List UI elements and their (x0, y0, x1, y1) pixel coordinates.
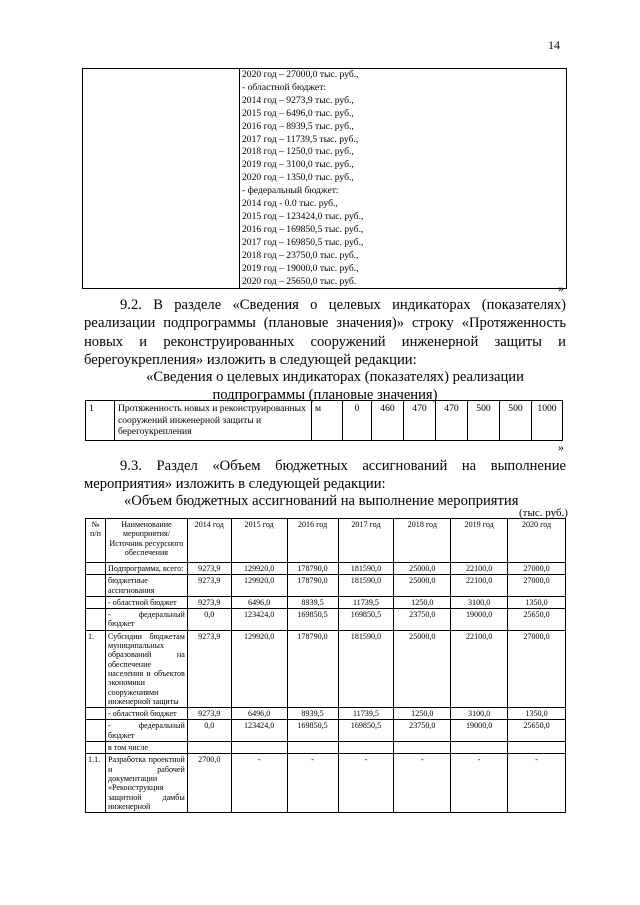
row-value: 1250,0 (394, 596, 451, 608)
table-row (86, 754, 566, 813)
funding-line: - областной бюджет: (242, 81, 327, 93)
table-row (86, 596, 566, 608)
row-value: 19000,0 (451, 720, 508, 742)
funding-line: 2019 год – 19000,0 тыс. руб., (242, 262, 359, 274)
funding-line: 2020 год – 1350,0 тыс. руб., (242, 172, 354, 184)
indicator-value: 470 (436, 401, 468, 441)
row-name: Подпрограмма, всего: (105, 563, 187, 575)
funding-lines (240, 69, 566, 288)
funding-line: 2020 год – 27000,0 тыс. руб., (242, 69, 359, 80)
row-value: - (508, 754, 566, 813)
row-value (451, 742, 508, 754)
funding-table-empty-cell (83, 69, 240, 289)
indicator-num: 1 (86, 401, 115, 441)
row-value: 6496,0 (231, 708, 287, 720)
indicator-name: Протяженность новых и реконструированных сооружений инженерной защиты и берегоукрепления (115, 401, 312, 441)
funding-line: 2017 год – 169850,5 тыс. руб., (242, 236, 364, 248)
row-value: - (338, 754, 394, 813)
row-value: 169850,5 (287, 609, 338, 631)
units-label: (тыс. руб.) (519, 507, 568, 519)
row-value: - (287, 754, 338, 813)
row-value: 9273,9 (187, 563, 231, 575)
row-value: 27000,0 (508, 630, 566, 707)
paragraph-line: 9.3. Раздел «Объем бюджетных ассигнований на выполнение (120, 458, 566, 474)
row-value: 1350,0 (508, 708, 566, 720)
row-value: 169850,5 (338, 720, 394, 742)
row-value: 123424,0 (231, 720, 287, 742)
budget-header-cell: 2020 год (508, 519, 566, 563)
row-number: 1. (86, 630, 106, 707)
row-name: - федеральный бюджет (105, 720, 187, 742)
row-value: 11739,5 (338, 708, 394, 720)
budget-header-cell: 2019 год (451, 519, 508, 563)
row-number (86, 609, 106, 631)
row-number (86, 596, 106, 608)
row-value (394, 742, 451, 754)
row-value: 22100,0 (451, 575, 508, 597)
row-value: 22100,0 (451, 630, 508, 707)
row-number (86, 742, 106, 754)
row-name: бюджетные ассигнования (105, 575, 187, 597)
closing-quote: » (558, 440, 564, 454)
funding-table (82, 68, 567, 289)
indicator-value: 470 (404, 401, 436, 441)
indicators-heading (84, 368, 566, 404)
row-value: 25650,0 (508, 609, 566, 631)
closing-quote: » (558, 281, 564, 295)
row-value: 25000,0 (394, 630, 451, 707)
row-value: 3100,0 (451, 596, 508, 608)
paragraph-9-3 (84, 457, 566, 494)
row-value (338, 742, 394, 754)
row-number (86, 720, 106, 742)
row-value (187, 742, 231, 754)
row-value: 178790,0 (287, 563, 338, 575)
row-value: 25000,0 (394, 563, 451, 575)
table-row (86, 575, 566, 597)
row-value (231, 742, 287, 754)
table-row (86, 563, 566, 575)
budget-header-cell: 2014 год (187, 519, 231, 563)
table-row (86, 708, 566, 720)
page-number: 14 (548, 38, 560, 52)
row-value: 181590,0 (338, 563, 394, 575)
row-value: 129920,0 (231, 575, 287, 597)
funding-line: 2016 год – 169850,5 тыс. руб., (242, 223, 364, 235)
budget-header-cell: Наименование мероприятия/Источник ресурсного обеспечения (105, 519, 187, 563)
indicators-heading-line1: «Сведения о целевых индикаторах (показателях) реализации (146, 369, 524, 385)
row-value: 27000,0 (508, 575, 566, 597)
paragraph-line: реализации подпрограммы (плановые значения)» строку «Протяженность (84, 315, 566, 332)
row-value: 9273,9 (187, 596, 231, 608)
paragraph-line: мероприятия» изложить в следующей редакции: (84, 476, 386, 493)
row-value: 3100,0 (451, 708, 508, 720)
row-value: 129920,0 (231, 630, 287, 707)
funding-line: 2017 год – 11739,5 тыс. руб., (242, 133, 359, 145)
row-number (86, 575, 106, 597)
row-value: 23750,0 (394, 609, 451, 631)
row-name: Субсидии бюджетам муниципальных образований на обеспечение населения и объектов экономики сооружениями инженерной защиты (105, 630, 187, 707)
row-value: - (231, 754, 287, 813)
budget-header-cell: № п/п (86, 519, 106, 563)
row-name: - областной бюджет (105, 708, 187, 720)
row-value (508, 742, 566, 754)
indicator-value: 500 (468, 401, 500, 441)
row-value: - (451, 754, 508, 813)
row-value: 181590,0 (338, 630, 394, 707)
budget-heading: «Объем бюджетных ассигнований на выполнение мероприятия (124, 493, 519, 509)
row-value (287, 742, 338, 754)
row-value: 178790,0 (287, 575, 338, 597)
row-value: 129920,0 (231, 563, 287, 575)
indicator-value: 0 (343, 401, 372, 441)
indicator-table (85, 400, 563, 441)
budget-table (85, 518, 566, 813)
row-name: в том числе (105, 742, 187, 754)
row-value: 169850,5 (338, 609, 394, 631)
budget-header-row (86, 519, 566, 563)
funding-line: 2014 год - 0.0 тыс. руб., (242, 198, 338, 210)
table-row (86, 720, 566, 742)
row-value: 22100,0 (451, 563, 508, 575)
row-number (86, 708, 106, 720)
funding-line: 2020 год – 25650,0 тыс. руб. (242, 275, 357, 287)
row-value: 11739,5 (338, 596, 394, 608)
budget-header-cell: 2017 год (338, 519, 394, 563)
row-value: 178790,0 (287, 630, 338, 707)
row-name: - федеральный бюджет (105, 609, 187, 631)
indicator-row (86, 401, 563, 441)
budget-header-cell: 2016 год (287, 519, 338, 563)
paragraph-9-2 (84, 296, 566, 370)
row-value: - (394, 754, 451, 813)
indicator-value: 500 (500, 401, 532, 441)
row-value: 25650,0 (508, 720, 566, 742)
row-name: - областной бюджет (105, 596, 187, 608)
row-value: 1350,0 (508, 596, 566, 608)
row-value: 123424,0 (231, 609, 287, 631)
funding-line: 2016 год – 8939,5 тыс. руб., (242, 120, 354, 132)
paragraph-line: берегоукрепления» изложить в следующей редакции: (84, 352, 417, 369)
budget-header-cell: 2018 год (394, 519, 451, 563)
funding-line: 2015 год – 123424,0 тыс. руб., (242, 210, 364, 222)
row-value: 19000,0 (451, 609, 508, 631)
row-value: 8939,5 (287, 596, 338, 608)
table-row (86, 630, 566, 707)
row-number (86, 563, 106, 575)
funding-line: 2018 год – 23750,0 тыс. руб., (242, 249, 359, 261)
row-value: 2700,0 (187, 754, 231, 813)
table-row (86, 609, 566, 631)
row-value: 0,0 (187, 609, 231, 631)
indicator-value: 460 (372, 401, 404, 441)
row-value: 9273,9 (187, 630, 231, 707)
funding-line: 2018 год – 1250,0 тыс. руб., (242, 146, 354, 158)
row-value: 181590,0 (338, 575, 394, 597)
indicator-value: 1000 (532, 401, 563, 441)
row-value: 1250,0 (394, 708, 451, 720)
row-value: 9273,9 (187, 708, 231, 720)
funding-line: 2015 год – 6496,0 тыс. руб., (242, 107, 354, 119)
row-name: Разработка проектной и рабочей документации «Реконструкция защитной дамбы инженерной (105, 754, 187, 813)
row-value: 8939,5 (287, 708, 338, 720)
funding-line: - федеральный бюджет: (242, 185, 339, 197)
row-value: 169850,5 (287, 720, 338, 742)
row-value: 23750,0 (394, 720, 451, 742)
row-value: 25000,0 (394, 575, 451, 597)
funding-line: 2014 год – 9273,9 тыс. руб., (242, 94, 354, 106)
budget-header-cell: 2015 год (231, 519, 287, 563)
funding-line: 2019 год – 3100,0 тыс. руб., (242, 159, 354, 171)
row-number: 1.1. (86, 754, 106, 813)
table-row (86, 742, 566, 754)
row-value: 6496,0 (231, 596, 287, 608)
indicators-heading-line2: подпрограммы (плановые значения) (212, 387, 438, 403)
row-value: 27000,0 (508, 563, 566, 575)
paragraph-line: 9.2. В разделе «Сведения о целевых индикаторах (показателях) (120, 297, 566, 313)
row-value: 0,0 (187, 720, 231, 742)
paragraph-line: новых и реконструированных сооружений инженерной защиты и (84, 333, 566, 350)
funding-table-content-cell (240, 69, 567, 289)
row-value: 9273,9 (187, 575, 231, 597)
indicator-unit: м (312, 401, 343, 441)
